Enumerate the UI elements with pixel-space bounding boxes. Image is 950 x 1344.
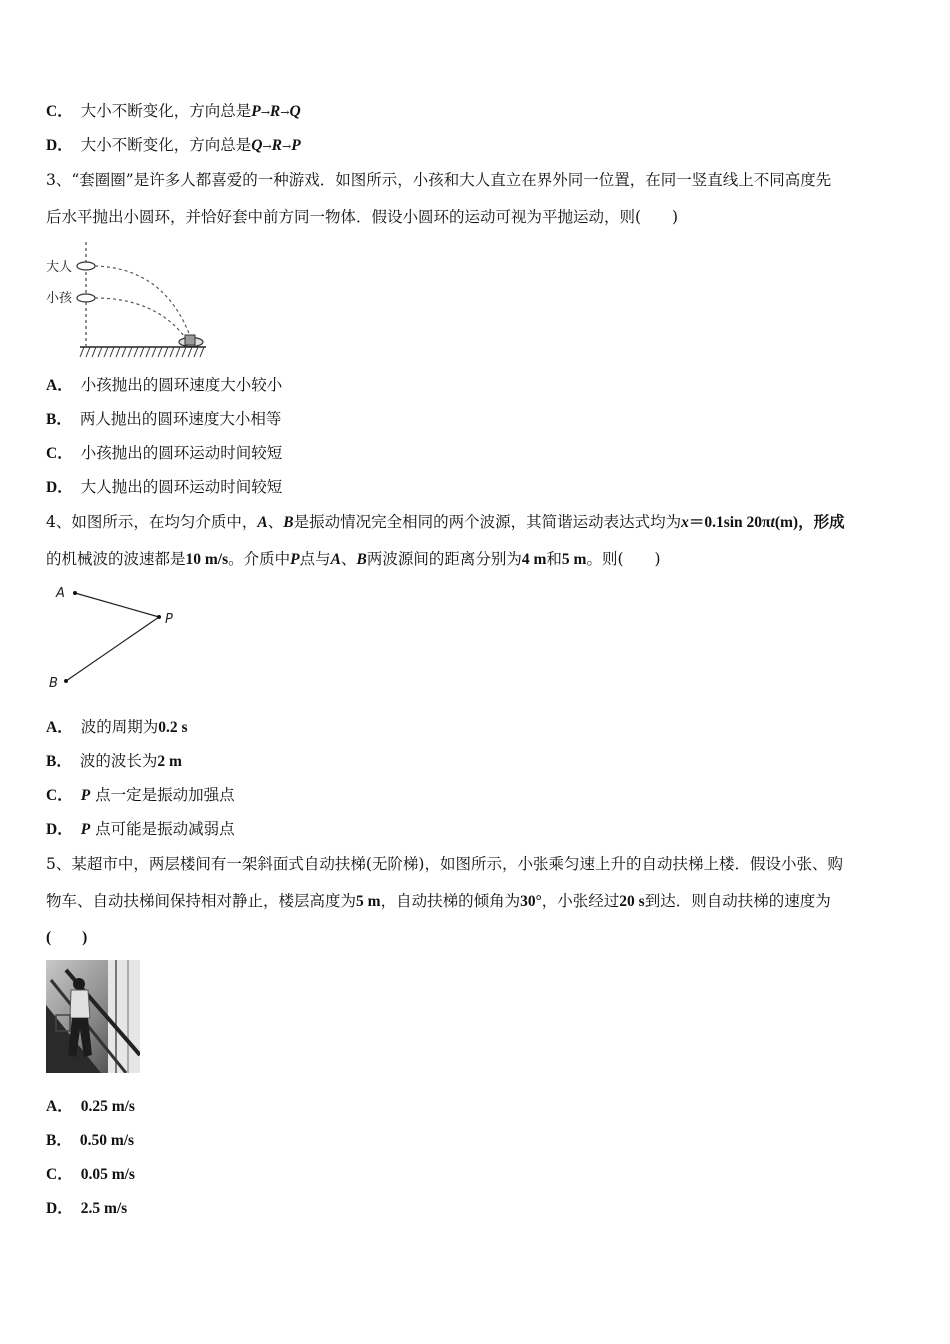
segment-bp — [66, 617, 159, 681]
option-value: 0.50 m/s — [79, 1132, 135, 1149]
point-label: A — [257, 514, 268, 531]
option-text: 两人抛出的圆环速度大小相等 — [79, 410, 282, 428]
target-object — [185, 335, 195, 345]
arrow-icon: → — [262, 140, 272, 153]
person-head — [73, 978, 85, 990]
option-label: D． — [46, 137, 73, 154]
q5-option-a[interactable] — [46, 1096, 135, 1117]
point-label: B — [356, 551, 367, 568]
option-label: C． — [46, 787, 73, 804]
option-text: 小孩抛出的圆环运动时间较短 — [80, 444, 283, 462]
option-label: B． — [46, 1132, 72, 1149]
q5-escalator-photo — [46, 960, 140, 1073]
point-b — [64, 679, 68, 683]
value: 20 s — [619, 893, 645, 910]
q3-ring-toss-figure — [44, 238, 214, 362]
point-label: Q — [251, 137, 263, 154]
text-run: 。则( ) — [586, 550, 661, 568]
option-label: B． — [46, 753, 72, 770]
q4-option-c[interactable] — [46, 785, 235, 806]
option-label: A． — [46, 377, 73, 394]
q4-wave-source-figure — [44, 580, 194, 695]
variable: x — [681, 514, 689, 531]
adult-trajectory — [95, 266, 190, 336]
option-label: A． — [46, 1098, 73, 1115]
option-value: 0.2 s — [158, 719, 188, 736]
option-label: C． — [46, 103, 73, 120]
q2-option-d[interactable] — [46, 135, 301, 157]
point-b-label: B — [49, 676, 58, 691]
text-run: 4、如图所示，在均匀介质中， — [46, 513, 258, 531]
q5-option-d[interactable] — [46, 1198, 127, 1219]
text-run: 两波源间的距离分别为 — [366, 550, 522, 568]
point-label: Q — [289, 103, 301, 120]
option-value: 2.5 m/s — [80, 1200, 128, 1217]
ground-hatching — [80, 347, 204, 357]
q5-option-b[interactable] — [46, 1130, 134, 1151]
arrow-icon: → — [260, 106, 270, 119]
value: 30° — [520, 893, 542, 910]
text-run: 和 — [546, 550, 562, 568]
arrow-icon: → — [281, 140, 292, 153]
text-run: 到达．则自动扶梯的速度为 — [644, 892, 831, 910]
text-run: 的机械波的波速都是 — [46, 550, 186, 568]
point-label: A — [330, 551, 341, 568]
point-label: P — [80, 821, 91, 838]
text-run: 是振动情况完全相同的两个波源，其简谐运动表达式均为 — [293, 513, 682, 531]
text-run: 物车、自动扶梯间保持相对静止，楼层高度为 — [46, 892, 357, 910]
q5-option-c[interactable] — [46, 1164, 135, 1185]
option-label: D． — [46, 821, 73, 838]
q3-option-a[interactable] — [46, 375, 282, 396]
option-text: 小孩抛出的圆环速度大小较小 — [80, 376, 283, 394]
option-label: D． — [46, 1200, 73, 1217]
point-label: R — [271, 137, 282, 154]
value: 5 m — [356, 893, 381, 910]
option-text: 波的周期为 — [80, 718, 159, 736]
text-run: ，自动扶梯的倾角为 — [380, 892, 521, 910]
option-text: 大小不断变化，方向总是 — [80, 102, 252, 120]
value: 5 m — [561, 551, 587, 568]
option-label: B． — [46, 411, 72, 428]
option-label: D． — [46, 479, 73, 496]
option-text: 点可能是振动减弱点 — [95, 820, 235, 838]
q4-stem-line1 — [46, 512, 845, 533]
child-trajectory — [95, 298, 184, 336]
point-label: P — [251, 103, 261, 120]
option-text: 大小不断变化，方向总是 — [80, 136, 252, 154]
q5-stem-line1: 5、某超市中，两层楼间有一架斜面式自动扶梯(无阶梯)，如图所示，小张乘匀速上升的自动扶梯上楼．假设小张、购 — [46, 855, 843, 873]
q4-option-b[interactable] — [46, 751, 182, 772]
segment-ap — [75, 593, 159, 617]
q3-stem-line1: 3、“套圈圈”是许多人都喜爱的一种游戏．如图所示，小孩和大人直立在界外同一位置，在同一竖直线上不同高度先 — [46, 171, 832, 189]
point-a-label: A — [56, 586, 65, 601]
variable: t — [770, 514, 775, 531]
option-text: 点一定是振动加强点 — [95, 786, 235, 804]
text-run: 点与 — [299, 550, 331, 568]
child-ring — [77, 294, 95, 302]
point-p — [157, 615, 161, 619]
point-label: R — [269, 103, 281, 120]
option-label: C． — [46, 445, 73, 462]
option-value: 2 m — [157, 753, 182, 770]
q3-option-b[interactable] — [46, 409, 281, 430]
option-text: 波的波长为 — [79, 752, 158, 770]
q4-stem-line2 — [46, 549, 661, 570]
person-body — [70, 990, 90, 1018]
q3-option-c[interactable] — [46, 443, 282, 464]
q5-stem-line3: ( ) — [46, 929, 88, 946]
point-label: P — [290, 551, 300, 568]
q2-option-c[interactable] — [46, 101, 301, 123]
q3-option-d[interactable] — [46, 477, 282, 498]
equation: ＝0.1sin 20π — [688, 514, 771, 531]
value: 10 m/s — [185, 551, 229, 568]
option-value: 0.25 m/s — [80, 1098, 135, 1115]
q3-stem-line2: 后水平抛出小圆环，并恰好套中前方同一物体．假设小圆环的运动可视为平抛运动，则( ) — [46, 208, 679, 226]
text-run: 。介质中 — [228, 550, 291, 568]
arrow-icon: → — [280, 106, 290, 119]
point-p-label: P — [165, 612, 173, 627]
adult-label: 大人 — [46, 260, 73, 275]
text-run: ，小张经过 — [541, 892, 620, 910]
q4-option-d[interactable] — [46, 819, 235, 840]
text-run: 、 — [340, 550, 357, 568]
point-label: B — [283, 514, 294, 531]
text-run: 、 — [267, 513, 284, 531]
option-value: 0.05 m/s — [80, 1166, 135, 1183]
text-run: (m)，形成 — [774, 514, 845, 531]
option-label: C． — [46, 1166, 73, 1183]
child-label: 小孩 — [46, 291, 73, 306]
point-a — [73, 591, 77, 595]
adult-ring — [77, 262, 95, 270]
option-text: 大人抛出的圆环运动时间较短 — [80, 478, 283, 496]
point-label: P — [80, 787, 91, 804]
q5-stem-line2 — [46, 891, 831, 912]
option-label: A． — [46, 719, 73, 736]
value: 4 m — [521, 551, 547, 568]
point-label: P — [291, 137, 301, 154]
q4-option-a[interactable] — [46, 717, 188, 738]
